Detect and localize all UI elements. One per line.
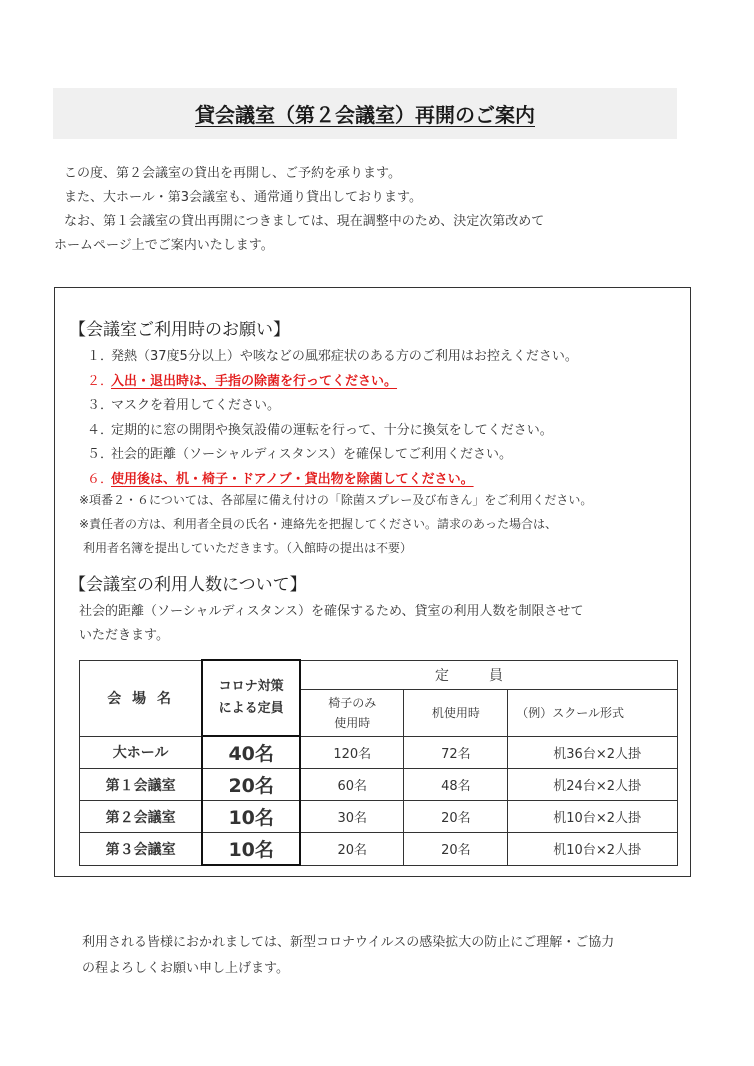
rule-item: １．発熱（37度5分以上）や咳などの風邪症状のある方のご利用はお控えください。 [87, 349, 578, 364]
rule-item-highlight: ２．入出・退出時は、手指の除菌を行ってください。 [87, 373, 398, 389]
desc-line: 社会的距離（ソーシャルディスタンス）を確保するため、貸室の利用人数を制限させて [79, 604, 584, 619]
page-title: 貸会議室（第２会議室）再開のご案内 [195, 103, 535, 127]
header-desk: 机使用時 [404, 689, 508, 736]
header-venue: 会 場 名 [80, 660, 203, 736]
note-line: ※項番２・６については、各部屋に備え付けの「除菌スプレー及び布きん」をご利用ください。 [79, 493, 593, 507]
intro-paragraph [54, 162, 694, 258]
closing-paragraph [82, 930, 732, 982]
rule-item: ４．定期的に窓の開閉や換気設備の運転を行って、十分に換気をしてください。 [87, 422, 553, 438]
header-school: （例）スクール形式 [508, 689, 678, 736]
rule-item: ３．マスクを着用してください。 [87, 398, 281, 413]
intro-line: ホームページ上でご案内いたします。 [54, 238, 274, 253]
header-teiin: 定員 [300, 660, 677, 689]
table-row: 大ホール 40名 120名 72名 机36台×2人掛 [80, 736, 678, 769]
table-row: 第３会議室 10名 20名 20名 机10台×2人掛 [80, 833, 678, 866]
intro-line: この度、第２会議室の貸出を再開し、ご予約を承ります。 [64, 166, 401, 181]
capacity-table [79, 659, 678, 866]
capacity-heading: 【会議室の利用人数について】 [69, 575, 307, 595]
desc-line: いただきます。 [79, 628, 169, 643]
intro-line: なお、第１会議室の貸出再開につきましては、現在調整中のため、決定次第改めて [64, 214, 545, 229]
closing-line: の程よろしくお願い申し上げます。 [82, 961, 289, 976]
table-row: 第１会議室 20名 60名 48名 机24台×2人掛 [80, 769, 678, 801]
note-line: ※責任者の方は、利用者全員の氏名・連絡先を把握してください。請求のあった場合は、 [79, 517, 557, 531]
rule-item-highlight: ６．使用後は、机・椅子・ドアノブ・貸出物を除菌してください。 [87, 471, 474, 487]
usage-rules [77, 345, 677, 492]
capacity-description [79, 600, 584, 648]
intro-line: また、大ホール・第3会議室も、通常通り貸出しております。 [64, 190, 422, 205]
header-chair-only: 椅子のみ 使用時 [300, 689, 404, 736]
notice-box [54, 287, 691, 877]
note-line: 利用者名簿を提出していただきます。（入館時の提出は不要） [83, 541, 413, 555]
usage-notes [79, 488, 592, 560]
closing-line: 利用される皆様におかれましては、新型コロナウイルスの感染拡大の防止にご理解・ご協力 [82, 935, 615, 950]
header-corona-capacity: コロナ対策 による定員 [202, 660, 300, 736]
title-band [53, 88, 677, 139]
table-row: 第２会議室 10名 30名 20名 机10台×2人掛 [80, 801, 678, 833]
usage-heading: 【会議室ご利用時のお願い】 [69, 320, 290, 340]
rule-item: ５．社会的距離（ソーシャルディスタンス）を確保してご利用ください。 [87, 447, 513, 462]
